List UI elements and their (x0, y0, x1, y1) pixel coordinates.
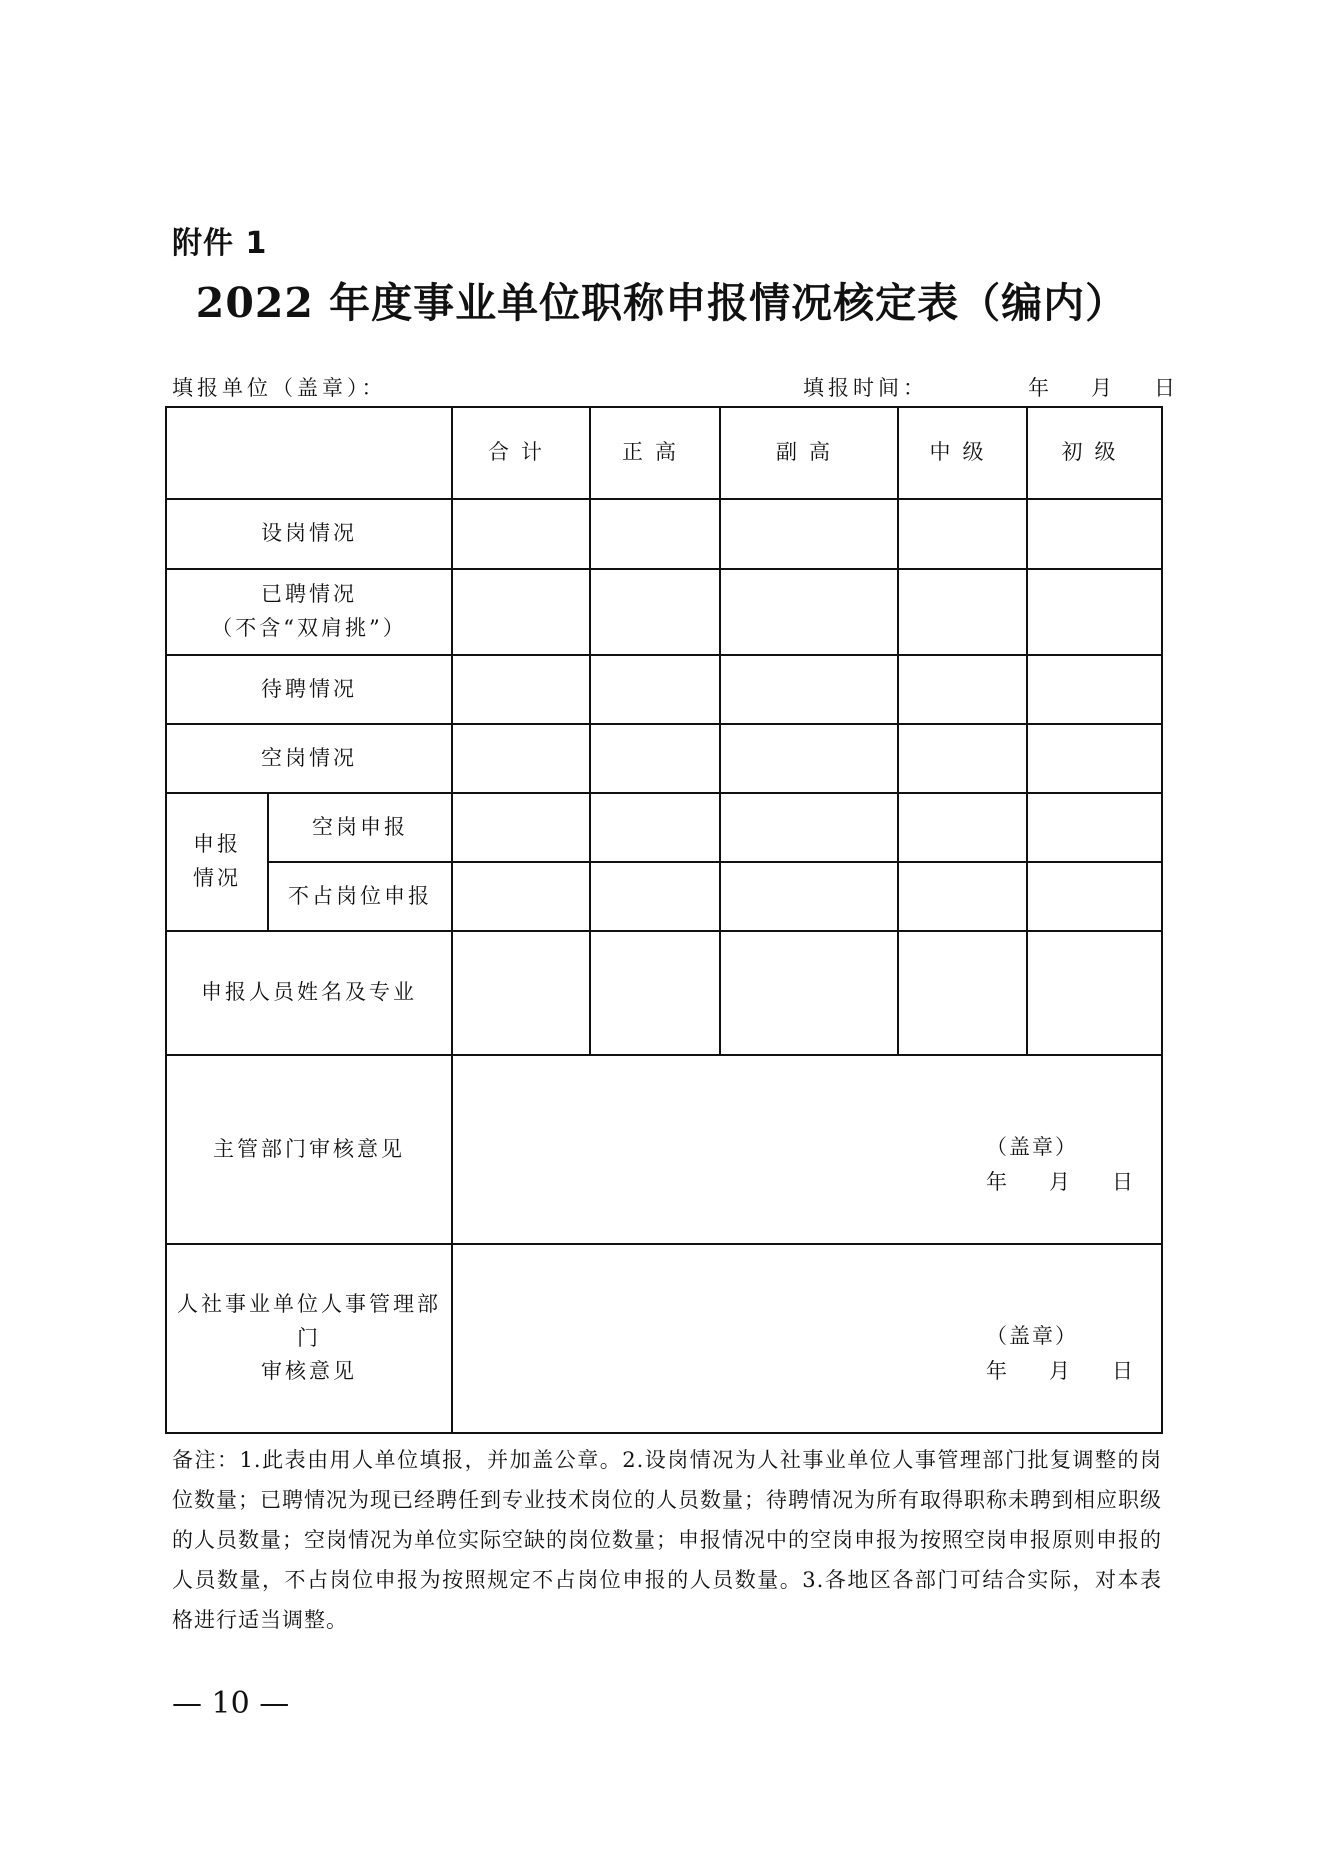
input-cell[interactable] (720, 931, 898, 1055)
input-cell[interactable] (590, 655, 720, 724)
input-cell[interactable] (898, 793, 1027, 862)
table-row (166, 793, 1162, 862)
input-cell[interactable] (898, 862, 1027, 931)
input-cell[interactable] (590, 793, 720, 862)
input-cell[interactable] (720, 499, 898, 569)
review-hr-line2: 审核意见 (261, 1359, 357, 1384)
stamp-date: 年 月 日 (986, 1170, 1133, 1195)
input-cell[interactable] (1027, 931, 1162, 1055)
table-row (166, 862, 1162, 931)
input-cell[interactable] (1027, 655, 1162, 724)
table-header-row (166, 407, 1162, 499)
row-label-review-hr (166, 1244, 452, 1433)
input-cell[interactable] (1027, 569, 1162, 655)
input-cell[interactable] (898, 724, 1027, 793)
year-label: 年 (1028, 376, 1049, 400)
table-row (166, 499, 1162, 569)
row-label-declare-group (166, 793, 268, 931)
stamp-block (986, 1319, 1133, 1390)
row-label-hired (166, 569, 452, 655)
row-label-declare-vacant: 空岗申报 (268, 793, 452, 862)
table-row (166, 1055, 1162, 1244)
input-cell[interactable] (720, 655, 898, 724)
declare-group-line2: 情况 (193, 866, 241, 890)
row-label-pending: 待聘情况 (166, 655, 452, 724)
month-label: 月 (1091, 376, 1112, 400)
page-number: — 10 — (172, 1686, 290, 1721)
time-label: 填报时间： (803, 376, 928, 400)
input-cell[interactable] (1027, 499, 1162, 569)
notes-paragraph: 备注：1.此表由用人单位填报，并加盖公章。2.设岗情况为人社事业单位人事管理部门批复调整的岗位数量；已聘情况为现已经聘任到专业技术岗位的人员数量；待聘情况为所有取得职称未聘到相应职级的人员数量；空岗情况为单位实际空缺的岗位数量；申报情况中的空岗申报为按照空岗申报原则申报的人员数量，不占岗位申报为按照规定不占岗位申报的人员数量。3.各地区各部门可结合实际，对本表格进行适当调整。 (172, 1448, 1162, 1632)
input-cell[interactable] (898, 499, 1027, 569)
input-cell[interactable] (1027, 862, 1162, 931)
input-cell[interactable] (720, 793, 898, 862)
input-cell[interactable] (452, 569, 590, 655)
row-label-vacant: 空岗情况 (166, 724, 452, 793)
review-dept-cell[interactable] (452, 1055, 1162, 1244)
table-row (166, 1244, 1162, 1433)
row-label-hired-line1: 已聘情况 (261, 582, 357, 607)
col-header-total: 合计 (452, 407, 590, 499)
input-cell[interactable] (898, 569, 1027, 655)
review-hr-line1: 人社事业单位人事管理部门 (177, 1292, 441, 1350)
row-label-hired-line2: （不含“双肩挑”） (211, 616, 407, 640)
input-cell[interactable] (590, 499, 720, 569)
stamp-label: （盖章） (986, 1134, 1078, 1159)
stamp-block (986, 1130, 1133, 1201)
review-hr-cell[interactable] (452, 1244, 1162, 1433)
table-row (166, 569, 1162, 655)
input-cell[interactable] (452, 499, 590, 569)
col-header-vice-senior: 副高 (720, 407, 898, 499)
input-cell[interactable] (720, 862, 898, 931)
input-cell[interactable] (590, 931, 720, 1055)
col-header-senior: 正高 (590, 407, 720, 499)
report-table (165, 406, 1163, 1434)
unit-label: 填报单位（盖章）： (172, 376, 387, 400)
row-label-review-dept: 主管部门审核意见 (166, 1055, 452, 1244)
declare-group-line1: 申报 (193, 832, 241, 857)
corner-cell (166, 407, 452, 499)
unit-field (172, 372, 387, 402)
time-field (803, 372, 1175, 402)
input-cell[interactable] (1027, 724, 1162, 793)
input-cell[interactable] (452, 862, 590, 931)
input-cell[interactable] (452, 655, 590, 724)
table-row (166, 724, 1162, 793)
table-row (166, 655, 1162, 724)
stamp-label: （盖章） (986, 1323, 1078, 1348)
input-cell[interactable] (898, 931, 1027, 1055)
row-label-declare-extra: 不占岗位申报 (268, 862, 452, 931)
input-cell[interactable] (720, 569, 898, 655)
day-label: 日 (1154, 376, 1175, 400)
input-cell[interactable] (590, 862, 720, 931)
stamp-date: 年 月 日 (986, 1359, 1133, 1384)
input-cell[interactable] (898, 655, 1027, 724)
input-cell[interactable] (720, 724, 898, 793)
table-row (166, 931, 1162, 1055)
input-cell[interactable] (590, 569, 720, 655)
input-cell[interactable] (452, 931, 590, 1055)
input-cell[interactable] (590, 724, 720, 793)
col-header-junior: 初级 (1027, 407, 1162, 499)
row-label-setup: 设岗情况 (166, 499, 452, 569)
row-label-names: 申报人员姓名及专业 (166, 931, 452, 1055)
input-cell[interactable] (1027, 793, 1162, 862)
attachment-label: 附件 1 (172, 226, 268, 261)
input-cell[interactable] (452, 724, 590, 793)
document-title: 2022 年度事业单位职称申报情况核定表（编内） (195, 279, 1128, 327)
col-header-intermediate: 中级 (898, 407, 1027, 499)
input-cell[interactable] (452, 793, 590, 862)
